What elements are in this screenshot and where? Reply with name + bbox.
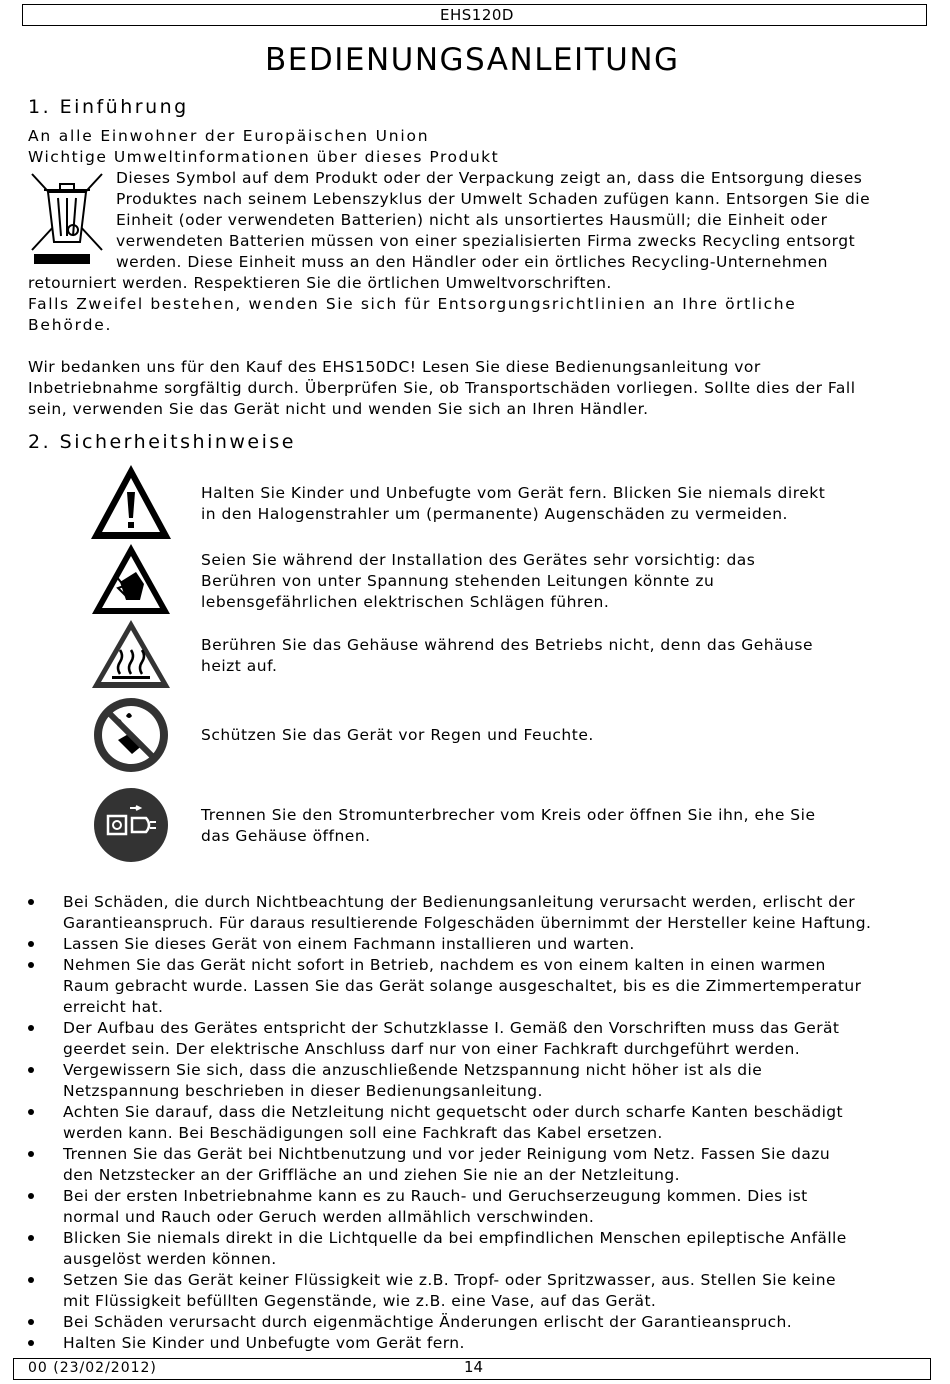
warning-line: Halten Sie Kinder und Unbefugte vom Gerät fern. Blicken Sie niemals direkt	[201, 484, 826, 502]
list-item: Setzen Sie das Gerät keiner Flüssigkeit wie z.B. Tropf- oder Spritzwasser, aus. Stellen Sie keine mit Flüssigkeit befüllten Gegenstände, wie z.B. eine Vase, auf das Gerät.	[28, 1270, 928, 1312]
exclamation-warning-icon	[88, 462, 174, 542]
section-heading-introduction: 1. Einführung	[28, 96, 189, 118]
warning-line: lebensgefährlichen elektrischen Schlägen führen.	[201, 593, 610, 611]
list-item: Vergewissern Sie sich, dass die anzuschließende Netzspannung nicht höher ist als die Netzspannung beschrieben in dieser Bedienungsanleitung.	[28, 1060, 928, 1102]
warning-line: Trennen Sie den Stromunterbrecher vom Kreis oder öffnen Sie ihn, ehe Sie	[201, 806, 816, 824]
bullet-icon	[28, 1277, 34, 1283]
page-number: 14	[464, 1358, 484, 1376]
hot-surface-icon	[90, 618, 172, 690]
weee-text-line: verwendeten Batterien müssen von einer spezialisierten Firma zwecks Recycling entsorgt	[116, 232, 856, 250]
warning-line: heizt auf.	[201, 657, 278, 675]
list-item: Halten Sie Kinder und Unbefugte vom Gerät fern.	[28, 1333, 928, 1354]
unplug-icon	[92, 786, 170, 864]
bullet-icon	[28, 1151, 34, 1157]
thanks-text-line: Inbetriebnahme sorgfältig durch. Überprüfen Sie, ob Transportschäden vorliegen. Sollte dies der Fall	[28, 379, 856, 397]
list-item: Trennen Sie das Gerät bei Nichtbenutzung und vor jeder Reinigung vom Netz. Fassen Sie dazu den Netzstecker an der Griffläche an und ziehen Sie nie an der Netzleitung.	[28, 1144, 928, 1186]
list-item: Lassen Sie dieses Gerät von einem Fachmann installieren und warten.	[28, 934, 928, 955]
doubt-text-line: Falls Zweifel bestehen, wenden Sie sich für Entsorgungsrichtlinien an Ihre örtliche	[28, 295, 797, 313]
thanks-text-line: sein, verwenden Sie das Gerät nicht und wenden Sie sich an Ihren Händler.	[28, 400, 649, 418]
doubt-text-line: Behörde.	[28, 316, 113, 334]
list-item: Bei Schäden, die durch Nichtbeachtung der Bedienungsanleitung verursacht werden, erlischt der Garantieanspruch. Für daraus resultierende Folgeschäden übernimmt der Hersteller keine Haftung.	[28, 892, 928, 934]
no-water-icon	[92, 696, 170, 774]
warning-line: Seien Sie während der Installation des Gerätes sehr vorsichtig: das	[201, 551, 756, 569]
warning-line: das Gehäuse öffnen.	[201, 827, 371, 845]
safety-bullet-list	[28, 892, 928, 1354]
list-item: Bei Schäden verursacht durch eigenmächtige Änderungen erlischt der Garantieanspruch.	[28, 1312, 928, 1333]
page-title: BEDIENUNGSANLEITUNG	[265, 42, 680, 78]
warning-text-unplug	[201, 805, 816, 847]
weee-bin-icon	[28, 170, 110, 266]
bullet-icon	[28, 1235, 34, 1241]
thanks-text-line: Wir bedanken uns für den Kauf des EHS150DC! Lesen Sie diese Bedienungsanleitung vor	[28, 358, 761, 376]
weee-text-line: Dieses Symbol auf dem Produkt oder der Verpackung zeigt an, dass die Entsorgung dieses	[116, 169, 863, 187]
bullet-icon	[28, 899, 34, 905]
warning-line: Berühren von unter Spannung stehenden Leitungen könnte zu	[201, 572, 715, 590]
list-item: Der Aufbau des Gerätes entspricht der Schutzklasse I. Gemäß den Vorschriften muss das Gerät geerdet sein. Der elektrische Anschluss darf nur von einer Fachkraft durchgeführt werden.	[28, 1018, 928, 1060]
bullet-icon	[28, 1025, 34, 1031]
warning-text-hot	[201, 635, 813, 677]
bullet-icon	[28, 1340, 34, 1346]
bullet-icon	[28, 1109, 34, 1115]
list-item: Achten Sie darauf, dass die Netzleitung nicht gequetscht oder durch scharfe Kanten beschädigt werden kann. Bei Beschädigungen soll eine Fachkraft das Kabel ersetzen.	[28, 1102, 928, 1144]
bullet-icon	[28, 1067, 34, 1073]
list-item: Blicken Sie niemals direkt in die Lichtquelle da bei empfindlichen Menschen epileptische Anfälle ausgelöst werden können.	[28, 1228, 928, 1270]
bullet-icon	[28, 941, 34, 947]
warning-text-children	[201, 483, 825, 525]
weee-text-line: Einheit (oder verwendeten Batterien) nicht als unsortiertes Hausmüll; die Einheit oder	[116, 211, 828, 229]
list-item: Bei der ersten Inbetriebnahme kann es zu Rauch- und Geruchserzeugung kommen. Dies ist normal und Rauch oder Geruch werden allmählich verschwinden.	[28, 1186, 928, 1228]
environment-heading: Wichtige Umweltinformationen über dieses Produkt	[28, 148, 500, 166]
warning-text-shock	[201, 550, 755, 613]
weee-text-line: retourniert werden. Respektieren Sie die örtlichen Umweltvorschriften.	[28, 274, 612, 292]
warning-text-water	[201, 725, 594, 746]
bullet-icon	[28, 1193, 34, 1199]
model-number: EHS120D	[440, 6, 514, 24]
electric-shock-icon	[90, 542, 172, 616]
warning-line: in den Halogenstrahler um (permanente) Augenschäden zu vermeiden.	[201, 505, 788, 523]
warning-line: Berühren Sie das Gehäuse während des Betriebs nicht, denn das Gehäuse	[201, 636, 814, 654]
version-date: 00 (23/02/2012)	[28, 1360, 157, 1376]
warning-line: Schützen Sie das Gerät vor Regen und Feuchte.	[201, 726, 594, 744]
bullet-icon	[28, 962, 34, 968]
weee-text-line: Produktes nach seinem Lebenszyklus der Umwelt Schaden zufügen kann. Entsorgen Sie die	[116, 190, 871, 208]
section-heading-safety: 2. Sicherheitshinweise	[28, 431, 296, 453]
list-item: Nehmen Sie das Gerät nicht sofort in Betrieb, nachdem es von einem kalten in einen warmen Raum gebracht wurde. Lassen Sie das Gerät solange ausgeschaltet, bis es die Zimmertemperatur erreicht hat.	[28, 955, 928, 1018]
eu-heading: An alle Einwohner der Europäischen Union	[28, 127, 430, 145]
bullet-icon	[28, 1319, 34, 1325]
weee-text-line: werden. Diese Einheit muss an den Händler oder ein örtliches Recycling-Unternehmen	[116, 253, 829, 271]
